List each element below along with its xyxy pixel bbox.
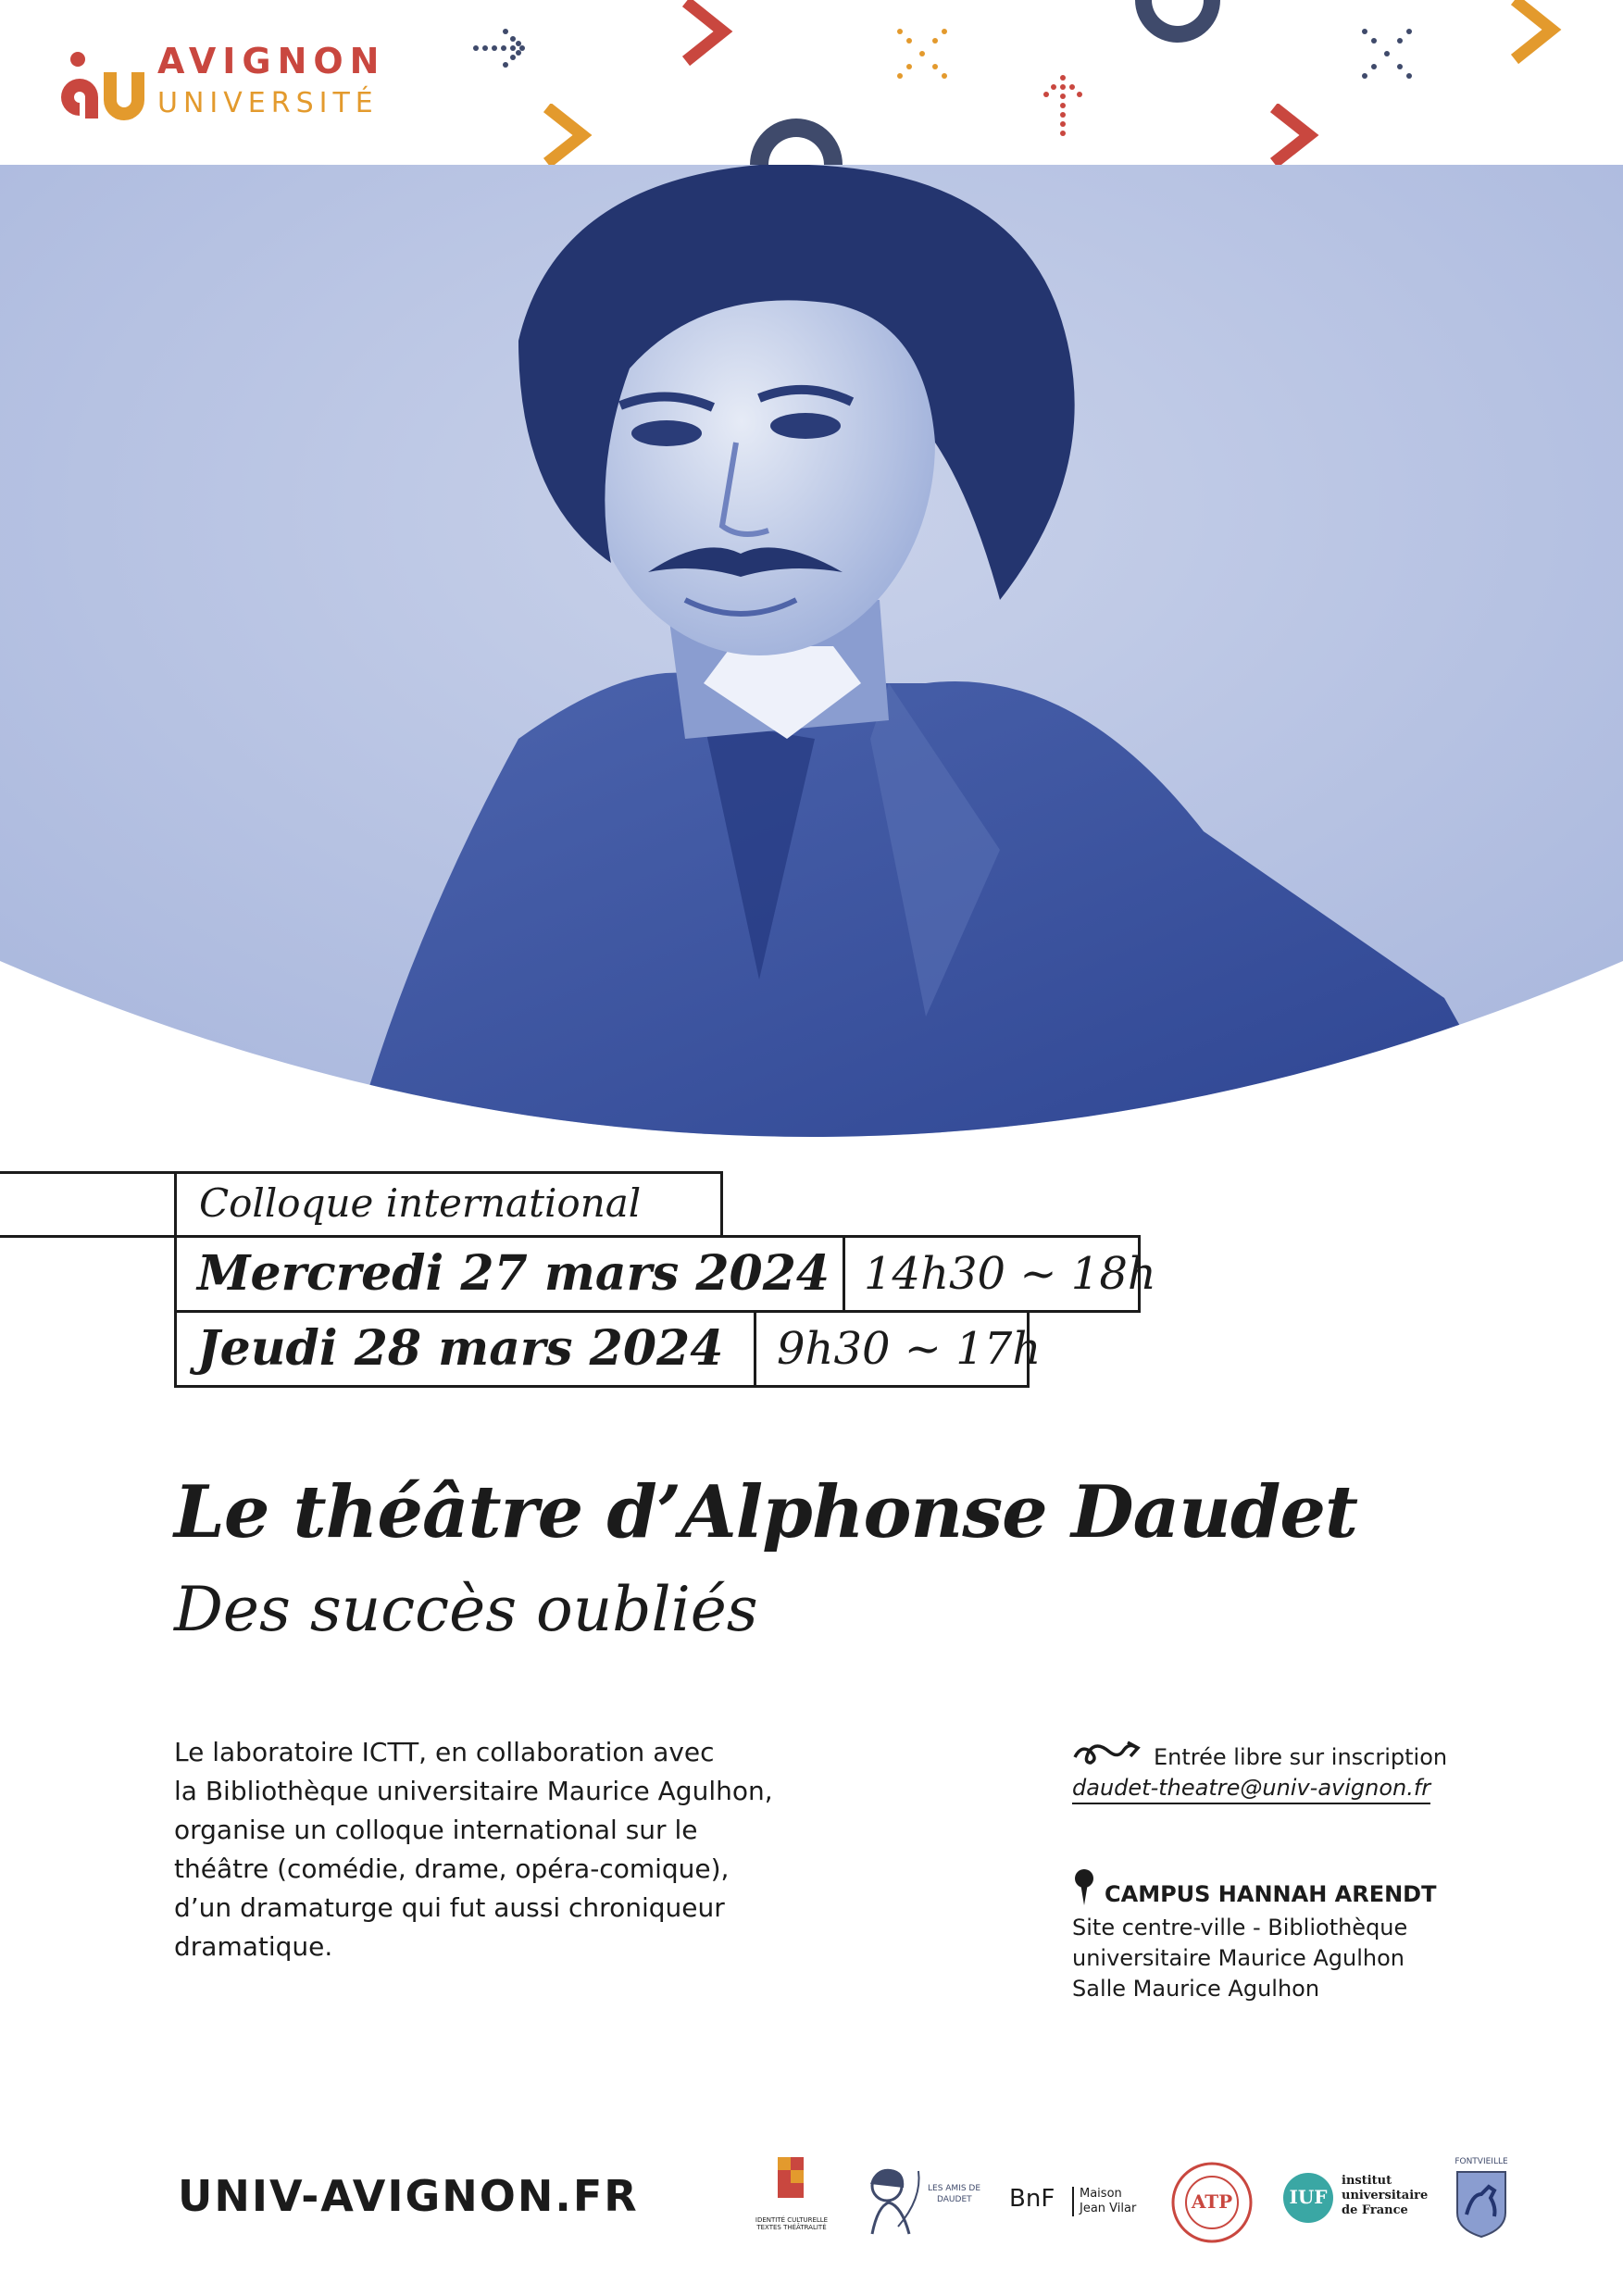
dotted-cross-orange-icon <box>896 28 948 80</box>
atp-text: ATP <box>1191 2190 1233 2213</box>
daudet-sketch-icon <box>861 2162 926 2236</box>
day1-time: 14h30 ~ 18h <box>864 1248 1156 1300</box>
bnf-text: BnF <box>1009 2185 1055 2213</box>
map-pin-icon <box>1072 1868 1096 1905</box>
fontvieille-text: FONTVIEILLE <box>1454 2157 1508 2166</box>
iuf-logo <box>1282 2172 1429 2237</box>
address-line: Site centre-ville - Bibliothèque <box>1072 1915 1408 1940</box>
bnf-maison-jean-vilar-logo <box>1009 2181 1148 2227</box>
event-description <box>174 1733 804 1966</box>
day2-time-box <box>754 1310 1042 1388</box>
registration-label: Entrée libre sur inscription <box>1154 1744 1448 1770</box>
half-ring-navy-icon <box>1131 0 1224 48</box>
description-line: d’un dramaturge qui fut aussi chroniqueur <box>174 1892 725 1923</box>
dotted-arrow-up-icon <box>1035 74 1091 141</box>
fontvieille-logo <box>1454 2157 1509 2242</box>
university-logo-mark <box>57 46 145 120</box>
campus-name: CAMPUS HANNAH ARENDT <box>1105 1881 1437 1907</box>
chevron-right-red-icon <box>680 0 736 67</box>
amis-de-daudet-logo <box>861 2162 986 2245</box>
university-name-line2: UNIVERSITÉ <box>157 87 379 119</box>
atp-logo <box>1168 2161 1255 2244</box>
description-line: théâtre (comédie, drame, opéra-comique), <box>174 1853 730 1884</box>
website-url-link[interactable]: UNIV-AVIGNON.FR <box>178 2171 639 2221</box>
dotted-arrow-right-icon <box>472 28 537 69</box>
event-type-box <box>174 1171 723 1238</box>
rule-line-middle <box>0 1235 176 1238</box>
iuf-text-2: universitaire <box>1342 2189 1429 2202</box>
fontvieille-shield-icon <box>1454 2166 1509 2239</box>
chevron-right-orange-icon <box>1509 0 1565 67</box>
event-subtitle: Des succès oubliés <box>174 1574 758 1645</box>
description-line: la Bibliothèque universitaire Maurice Agulhon, <box>174 1776 773 1806</box>
day1-date-box <box>174 1235 845 1313</box>
arrow-loop-icon <box>1072 1739 1142 1766</box>
portrait-photo <box>0 165 1623 1146</box>
ictt-logo <box>750 2157 833 2250</box>
iuf-text-3: de France <box>1342 2203 1408 2217</box>
amis-text-1: LES AMIS DE <box>928 2184 981 2193</box>
event-type: Colloque international <box>199 1180 642 1226</box>
day2-time: 9h30 ~ 17h <box>777 1323 1042 1375</box>
day1-time-box <box>843 1235 1156 1313</box>
amis-text-2: DAUDET <box>937 2195 972 2204</box>
registration-email-link[interactable]: daudet-theatre@univ-avignon.fr <box>1072 1775 1430 1804</box>
iuf-text-1: institut <box>1342 2174 1392 2188</box>
iuf-mark: IUF <box>1289 2186 1328 2208</box>
half-ring-navy-lower-icon <box>748 117 844 165</box>
chevron-right-red-lower-icon <box>1268 104 1324 165</box>
bnf-maison-text: Maison <box>1080 2187 1122 2201</box>
bnf-vilar-text: Jean Vilar <box>1080 2202 1137 2215</box>
campus-address <box>1072 1913 1407 2004</box>
event-title: Le théâtre d’Alphonse Daudet <box>174 1470 1358 1554</box>
header <box>0 0 1623 165</box>
dotted-cross-navy-icon <box>1361 28 1413 80</box>
rule-line-top <box>0 1171 176 1174</box>
description-line: dramatique. <box>174 1931 333 1962</box>
description-line: organise un colloque international sur le <box>174 1815 698 1845</box>
ictt-caption-1: IDENTITÉ CULTURELLE <box>755 2216 829 2224</box>
description-line: Le laboratoire ICTT, en collaboration avec <box>174 1737 715 1767</box>
address-line: universitaire Maurice Agulhon <box>1072 1945 1405 1971</box>
chevron-right-orange-small-icon <box>542 104 597 165</box>
ictt-mark-icon <box>750 2157 833 2213</box>
university-name-line1: AVIGNON <box>157 41 386 81</box>
day2-date: Jeudi 28 mars 2024 <box>197 1320 724 1377</box>
address-line: Salle Maurice Agulhon <box>1072 1976 1320 2002</box>
ictt-caption-2: TEXTES THÉÂTRALITÉ <box>756 2224 827 2231</box>
day1-date: Mercredi 27 mars 2024 <box>197 1245 830 1302</box>
partner-logos <box>741 2157 1518 2250</box>
day2-date-box <box>174 1310 756 1388</box>
bnf-divider <box>1072 2187 1074 2216</box>
